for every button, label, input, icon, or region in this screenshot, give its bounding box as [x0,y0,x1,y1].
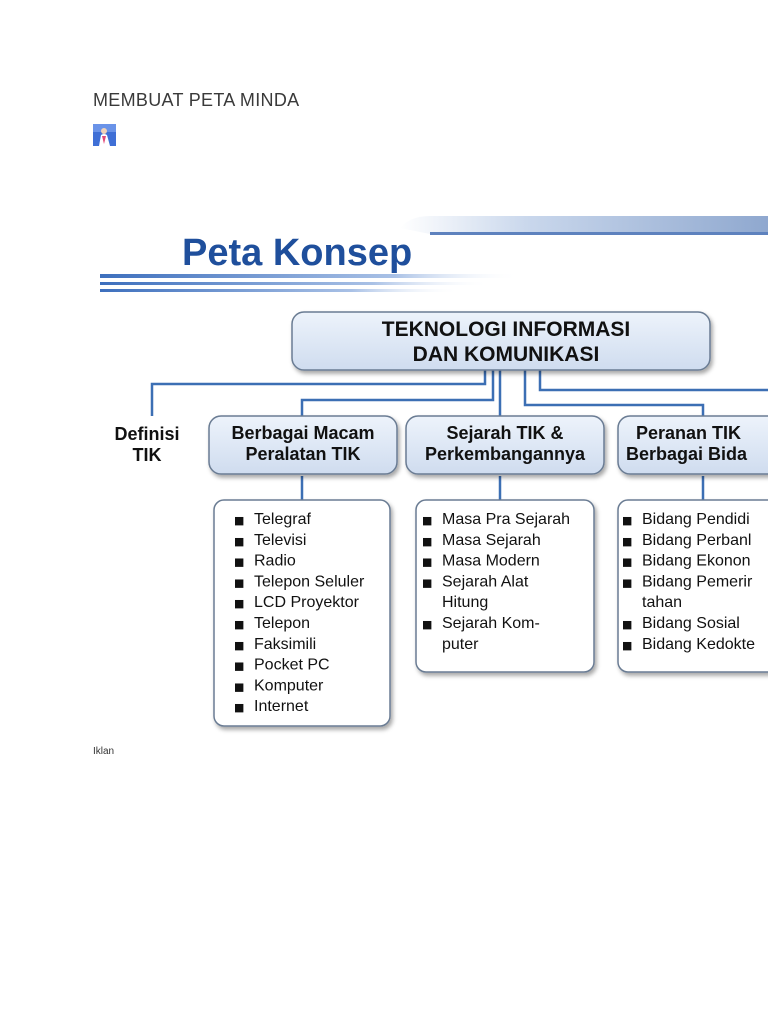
list-4-items [622,511,755,653]
list-item: LCD Proyektor [254,594,359,612]
list-item: Masa Sejarah [442,531,541,549]
branch-1-line-1: Definisi [114,424,180,444]
list-item: Sejarah Kom- [442,615,540,632]
list-item: Pocket PC [254,656,330,674]
branch-3-line-2: Perkembangannya [424,444,586,464]
list-item: Bidang Pendidi [642,511,750,528]
list-item: Sejarah Alat [442,573,529,591]
bullet-icon: ■ [234,597,245,611]
list-item: Faksimili [254,635,317,653]
bullet-icon: ■ [422,534,433,548]
list-item: Televisi [254,531,307,549]
list-item: Internet [254,698,309,716]
bullet-icon: ■ [422,576,433,590]
bullet-icon: ■ [422,555,433,569]
bullet-icon: ■ [234,659,245,673]
list-item: Komputer [254,677,324,695]
bullet-icon: ■ [622,618,633,631]
list-item: Telepon Seluler [254,573,365,591]
bullet-icon: ■ [234,514,245,527]
bullet-icon: ■ [234,576,245,590]
list-item: Bidang Kedokte [642,635,755,653]
bullet-icon: ■ [234,680,245,694]
branch-4-line-1: Peranan TIK [636,423,742,443]
bullet-icon: ■ [422,618,433,631]
list-item: Bidang Perbanl [642,531,752,549]
list-item: Masa Modern [442,552,540,570]
list-item: Telegraf [254,511,311,528]
bullet-icon: ■ [622,638,633,652]
bullet-icon: ■ [234,555,245,569]
ad-label: Iklan [93,746,115,757]
bullet-icon: ■ [234,638,245,652]
bullet-icon: ■ [622,576,633,590]
branch-2-line-1: Berbagai Macam [231,423,375,443]
list-item: Bidang Pemerir [642,573,753,591]
list-item: Bidang Ekonon [642,552,751,570]
bullet-icon: ■ [622,555,633,569]
concept-map-figure [100,210,768,740]
bullet-icon: ■ [234,701,245,715]
bullet-icon: ■ [234,618,245,631]
list-item: Bidang Sosial [642,615,740,632]
list-item: Radio [254,552,296,570]
list-item: Telepon [254,615,311,632]
bullet-icon: ■ [234,534,245,548]
list-item: tahan [642,594,683,612]
bullet-icon: ■ [622,514,633,527]
list-item: puter [442,635,479,653]
list-item: Hitung [442,594,489,612]
root-line-2: DAN KOMUNIKASI [412,343,600,366]
branch-4-line-2: Berbagai Bida [626,444,748,464]
branch-3-line-1: Sejarah TIK & [446,423,564,443]
list-item: Masa Pra Sejarah [442,511,571,528]
branch-2-line-2: Peralatan TIK [245,444,361,464]
bullet-icon: ■ [422,514,433,527]
branch-1-line-2: TIK [132,445,162,465]
bullet-icon: ■ [622,534,633,548]
root-line-1: TEKNOLOGI INFORMASI [381,318,631,341]
diagram-heading: Peta Konsep [182,232,413,274]
page-title: MEMBUAT PETA MINDA [93,90,300,110]
user-avatar-icon[interactable] [93,124,116,146]
